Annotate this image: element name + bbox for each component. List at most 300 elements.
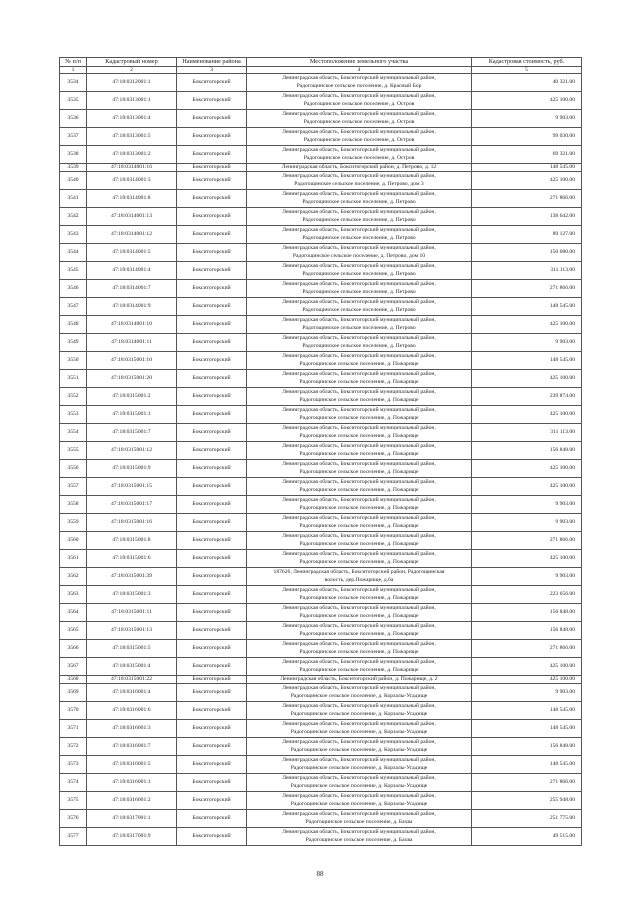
location-line: Ленинградская область, Бокситогорский муниципальный район, <box>282 684 436 691</box>
location-line: Радогощинское сельское поселение, д. Пожарище <box>299 450 419 457</box>
district-cell: Бокситогорский <box>177 756 247 774</box>
location-cell <box>247 640 472 658</box>
location-cell <box>247 532 472 550</box>
cadastral-number-cell: 47:18:0315001:22 <box>87 676 177 684</box>
table-row <box>60 478 582 496</box>
location-line: Радогощинское сельское поселение, д. Пожарище <box>299 432 419 439</box>
location-line: Ленинградская область, Бокситогорский муниципальный район, <box>282 316 436 323</box>
table-row <box>60 738 582 756</box>
location-line: Радогощинское сельское поселение, д. Пожарище <box>299 504 419 511</box>
column-number: 2 <box>87 67 177 74</box>
location-line: Ленинградская область, Бокситогорский муниципальный район, <box>282 388 436 395</box>
table-row <box>60 586 582 604</box>
cadastral-number-cell: 47:18:0315001:3 <box>87 586 177 604</box>
table-row <box>60 298 582 316</box>
location-line: Ленинградская область, Бокситогорский муниципальный район, <box>282 738 436 745</box>
cadastral-cost-cell: 148 545.00 <box>472 756 582 774</box>
district-cell: Бокситогорский <box>177 738 247 756</box>
location-cell <box>247 262 472 280</box>
row-number-cell: 3560 <box>60 532 87 550</box>
location-line: Радогощинское сельское поселение, д. Пожарище <box>299 594 419 601</box>
location-line: Ленинградская область, Бокситогорский муниципальный район, <box>282 298 436 305</box>
table-row <box>60 550 582 568</box>
cadastral-cost-cell: 156 848.00 <box>472 738 582 756</box>
district-cell: Бокситогорский <box>177 424 247 442</box>
cadastral-cost-cell: 255 948.00 <box>472 792 582 810</box>
cadastral-number-cell: 47:18:0314001:11 <box>87 334 177 352</box>
location-line: Радогощинское сельское поселение, д. Корзалы-Усадище <box>290 800 428 807</box>
column-number: 4 <box>247 67 472 74</box>
cadastral-cost-cell: 49 515.00 <box>472 828 582 846</box>
row-number-cell: 3568 <box>60 676 87 684</box>
cadastral-cost-cell: 156 848.00 <box>472 442 582 460</box>
location-line: Радогощинское сельское поселение, д. Петрово <box>302 342 416 349</box>
row-number-cell: 3563 <box>60 586 87 604</box>
cadastral-cost-cell: 425 100.00 <box>472 370 582 388</box>
row-number-cell: 3559 <box>60 514 87 532</box>
table-row <box>60 370 582 388</box>
cadastral-number-cell: 47:18:0315001:17 <box>87 496 177 514</box>
row-number-cell: 3534 <box>60 74 87 92</box>
district-cell: Бокситогорский <box>177 406 247 424</box>
location-line: Ленинградская область, Бокситогорский муниципальный район, <box>282 370 436 377</box>
table-row <box>60 622 582 640</box>
district-cell: Бокситогорский <box>177 74 247 92</box>
location-cell <box>247 298 472 316</box>
cadastral-number-cell: 47:18:0313001:4 <box>87 110 177 128</box>
location-line: Ленинградская область, Бокситогорский муниципальный район, <box>282 586 436 593</box>
district-cell: Бокситогорский <box>177 190 247 208</box>
location-line: Ленинградская область, Бокситогорский муниципальный район, <box>282 190 436 197</box>
district-cell: Бокситогорский <box>177 226 247 244</box>
row-number-cell: 3549 <box>60 334 87 352</box>
table-row <box>60 702 582 720</box>
location-cell <box>247 774 472 792</box>
district-cell: Бокситогорский <box>177 460 247 478</box>
cadastral-cost-cell: 425 100.00 <box>472 658 582 676</box>
location-line: Ленинградская область, Бокситогорский муниципальный район, <box>282 640 436 647</box>
cadastral-cost-cell: 148 545.00 <box>472 164 582 172</box>
row-number-cell: 3561 <box>60 550 87 568</box>
location-line: Радогощинское сельское поселение, д. Корзалы-Усадище <box>290 710 428 717</box>
cadastral-cost-cell: 9 903.00 <box>472 496 582 514</box>
cadastral-number-cell: 47:18:0315001:9 <box>87 460 177 478</box>
cadastral-number-cell: 47:18:0316001:4 <box>87 684 177 702</box>
cadastral-number-cell: 47:18:0314001:10 <box>87 316 177 334</box>
table-row <box>60 810 582 828</box>
cadastral-table <box>59 57 582 846</box>
table-row <box>60 280 582 298</box>
location-cell <box>247 622 472 640</box>
row-number-cell: 3553 <box>60 406 87 424</box>
table-row <box>60 424 582 442</box>
table-row <box>60 774 582 792</box>
location-cell <box>247 370 472 388</box>
location-line: Ленинградская область, Бокситогорский район, д. Петрово, д. 12 <box>281 164 437 170</box>
row-number-cell: 3565 <box>60 622 87 640</box>
cadastral-number-cell: 47:18:0314001:3 <box>87 172 177 190</box>
district-cell: Бокситогорский <box>177 146 247 164</box>
table-row <box>60 110 582 128</box>
district-cell: Бокситогорский <box>177 568 247 586</box>
district-cell: Бокситогорский <box>177 550 247 568</box>
location-line: волость, дер.Пожарище, д.6а <box>324 576 394 583</box>
location-cell <box>247 388 472 406</box>
location-line: Ленинградская область, Бокситогорский муниципальный район, <box>282 172 436 179</box>
location-line: Ленинградская область, Бокситогорский муниципальный район, <box>282 496 436 503</box>
table-row <box>60 128 582 146</box>
location-cell <box>247 92 472 110</box>
cadastral-number-cell: 47:18:0314001:9 <box>87 298 177 316</box>
table-row <box>60 208 582 226</box>
column-number: 3 <box>177 67 247 74</box>
row-number-cell: 3572 <box>60 738 87 756</box>
location-line: Радогощинское сельское поселение, д. Бахва <box>305 818 413 825</box>
location-line: Радогощинское сельское поселение, д. Петрово <box>302 324 416 331</box>
column-number: 1 <box>60 67 87 74</box>
cadastral-cost-cell: 156 848.00 <box>472 622 582 640</box>
location-line: 187626, Ленинградская область, Бокситогорский район, Радогощинская <box>273 568 445 575</box>
header-row <box>60 58 582 67</box>
row-number-cell: 3538 <box>60 146 87 164</box>
location-line: Радогощинское сельское поселение, д. Корзалы-Усадище <box>290 692 428 699</box>
location-line: Ленинградская область, Бокситогорский муниципальный район, <box>282 110 436 117</box>
column-number-row <box>60 67 582 74</box>
row-number-cell: 3537 <box>60 128 87 146</box>
row-number-cell: 3577 <box>60 828 87 846</box>
row-number-cell: 3535 <box>60 92 87 110</box>
row-number-cell: 3546 <box>60 280 87 298</box>
location-line: Радогощинское сельское поселение, д. Пожарище <box>299 378 419 385</box>
table-row <box>60 334 582 352</box>
cadastral-number-cell: 47:18:0315001:6 <box>87 550 177 568</box>
row-number-cell: 3552 <box>60 388 87 406</box>
table-row <box>60 190 582 208</box>
location-line: Радогощинское сельское поселение, д. Петрово, дом 10 <box>292 252 426 259</box>
table-row <box>60 676 582 684</box>
district-cell: Бокситогорский <box>177 208 247 226</box>
location-line: Ленинградская область, Бокситогорский муниципальный район, <box>282 334 436 341</box>
cadastral-number-cell: 47:18:0316001:6 <box>87 702 177 720</box>
location-cell <box>247 280 472 298</box>
location-line: Радогощинское сельское поселение, д. Пожарище <box>299 558 419 565</box>
table-row <box>60 514 582 532</box>
cadastral-cost-cell: 9 903.00 <box>472 110 582 128</box>
location-cell <box>247 676 472 684</box>
location-cell <box>247 586 472 604</box>
location-cell <box>247 172 472 190</box>
location-line: Ленинградская область, Бокситогорский муниципальный район, <box>282 622 436 629</box>
location-cell <box>247 792 472 810</box>
location-line: Ленинградская область, Бокситогорский муниципальный район, <box>282 810 436 817</box>
cadastral-number-cell: 47:18:0315001:5 <box>87 640 177 658</box>
location-line: Ленинградская область, Бокситогорский муниципальный район, <box>282 406 436 413</box>
location-line: Радогощинское сельское поселение, д. Петрово <box>302 306 416 313</box>
district-cell: Бокситогорский <box>177 640 247 658</box>
location-line: Радогощинское сельское поселение, д. Бахва <box>305 836 413 843</box>
cadastral-cost-cell: 223 656.00 <box>472 586 582 604</box>
cadastral-number-cell: 47:18:0315001:20 <box>87 370 177 388</box>
cadastral-cost-cell: 425 100.00 <box>472 92 582 110</box>
cadastral-number-cell: 47:18:0315001:13 <box>87 622 177 640</box>
location-line: Ленинградская область, Бокситогорский муниципальный район, <box>282 828 436 835</box>
table-row <box>60 388 582 406</box>
row-number-cell: 3554 <box>60 424 87 442</box>
cadastral-number-cell: 47:18:0313001:5 <box>87 128 177 146</box>
district-cell: Бокситогорский <box>177 792 247 810</box>
header-cost: Кадастровая стоимость, руб. <box>472 58 582 67</box>
cadastral-number-cell: 47:18:0313001:1 <box>87 92 177 110</box>
table-row <box>60 164 582 172</box>
table-row <box>60 460 582 478</box>
row-number-cell: 3536 <box>60 110 87 128</box>
location-line: Ленинградская область, Бокситогорский муниципальный район, <box>282 92 436 99</box>
cadastral-number-cell: 47:18:0316001:5 <box>87 756 177 774</box>
district-cell: Бокситогорский <box>177 532 247 550</box>
cadastral-cost-cell: 311 113.00 <box>472 262 582 280</box>
cadastral-number-cell: 47:18:0315001:1 <box>87 406 177 424</box>
table-row <box>60 792 582 810</box>
row-number-cell: 3570 <box>60 702 87 720</box>
cadastral-number-cell: 47:18:0316001:2 <box>87 792 177 810</box>
row-number-cell: 3562 <box>60 568 87 586</box>
page-number: 88 <box>316 870 324 878</box>
cadastral-number-cell: 47:18:0316001:3 <box>87 720 177 738</box>
table-row <box>60 244 582 262</box>
table-row <box>60 828 582 846</box>
table-header <box>60 58 582 74</box>
cadastral-number-cell: 47:18:0314001:13 <box>87 208 177 226</box>
district-cell: Бокситогорский <box>177 828 247 846</box>
table-row <box>60 604 582 622</box>
table-row <box>60 352 582 370</box>
location-line: Ленинградская область, Бокситогорский муниципальный район, <box>282 146 436 153</box>
location-line: Ленинградская область, Бокситогорский муниципальный район, <box>282 792 436 799</box>
table-row <box>60 74 582 92</box>
location-cell <box>247 406 472 424</box>
cadastral-cost-cell: 425 100.00 <box>472 460 582 478</box>
row-number-cell: 3545 <box>60 262 87 280</box>
location-cell <box>247 810 472 828</box>
cadastral-cost-cell: 150 680.00 <box>472 244 582 262</box>
cadastral-number-cell: 47:18:0315001:39 <box>87 568 177 586</box>
location-line: Радогощинское сельское поселение, д. Пожарище <box>299 666 419 673</box>
location-line: Ленинградская область, Бокситогорский муниципальный район, <box>282 208 436 215</box>
location-cell <box>247 568 472 586</box>
location-cell <box>247 442 472 460</box>
district-cell: Бокситогорский <box>177 622 247 640</box>
cadastral-number-cell: 47:18:0315001:10 <box>87 352 177 370</box>
location-line: Ленинградская область, Бокситогорский муниципальный район, <box>282 604 436 611</box>
location-cell <box>247 828 472 846</box>
location-line: Радогощинское сельское поселение, д. Пожарище <box>299 648 419 655</box>
location-cell <box>247 244 472 262</box>
table-body <box>60 74 582 846</box>
row-number-cell: 3540 <box>60 172 87 190</box>
cadastral-cost-cell: 9 903.00 <box>472 684 582 702</box>
cadastral-number-cell: 47:18:0315001:16 <box>87 514 177 532</box>
cadastral-cost-cell: 271 866.00 <box>472 532 582 550</box>
cadastral-number-cell: 47:18:0315001:11 <box>87 604 177 622</box>
location-line: Радогощинское сельское поселение, д. Петрово <box>302 216 416 223</box>
cadastral-cost-cell: 148 545.00 <box>472 720 582 738</box>
row-number-cell: 3576 <box>60 810 87 828</box>
location-cell <box>247 164 472 172</box>
cadastral-cost-cell: 148 545.00 <box>472 352 582 370</box>
district-cell: Бокситогорский <box>177 370 247 388</box>
table-row <box>60 172 582 190</box>
district-cell: Бокситогорский <box>177 316 247 334</box>
district-cell: Бокситогорский <box>177 658 247 676</box>
district-cell: Бокситогорский <box>177 280 247 298</box>
cadastral-cost-cell: 148 545.00 <box>472 702 582 720</box>
row-number-cell: 3539 <box>60 164 87 172</box>
location-line: Радогощинское сельское поселение, д. Красный Бор <box>296 82 422 89</box>
row-number-cell: 3558 <box>60 496 87 514</box>
cadastral-cost-cell: 148 545.00 <box>472 298 582 316</box>
district-cell: Бокситогорский <box>177 604 247 622</box>
location-cell <box>247 128 472 146</box>
cadastral-number-cell: 47:18:0314001:12 <box>87 226 177 244</box>
location-cell <box>247 514 472 532</box>
table-row <box>60 532 582 550</box>
cadastral-cost-cell: 239 874.00 <box>472 388 582 406</box>
cadastral-cost-cell: 425 100.00 <box>472 478 582 496</box>
location-line: Ленинградская область, Бокситогорский муниципальный район, <box>282 442 436 449</box>
row-number-cell: 3574 <box>60 774 87 792</box>
row-number-cell: 3567 <box>60 658 87 676</box>
table-row <box>60 442 582 460</box>
location-cell <box>247 720 472 738</box>
table-row <box>60 146 582 164</box>
location-line: Ленинградская область, Бокситогорский муниципальный район, <box>282 532 436 539</box>
location-line: Радогощинское сельское поселение, д. Корзалы-Усадище <box>290 728 428 735</box>
district-cell: Бокситогорский <box>177 478 247 496</box>
location-line: Ленинградская область, Бокситогорский муниципальный район, <box>282 352 436 359</box>
location-cell <box>247 738 472 756</box>
location-line: Ленинградская область, Бокситогорский муниципальный район, <box>282 702 436 709</box>
row-number-cell: 3557 <box>60 478 87 496</box>
location-cell <box>247 316 472 334</box>
table-row <box>60 684 582 702</box>
location-cell <box>247 110 472 128</box>
cadastral-number-cell: 47:18:0315001:15 <box>87 478 177 496</box>
location-line: Ленинградская область, Бокситогорский район, д. Пожарище, д. 2 <box>280 676 438 682</box>
district-cell: Бокситогорский <box>177 586 247 604</box>
district-cell: Бокситогорский <box>177 514 247 532</box>
location-line: Радогощинское сельское поселение, д. Корзалы-Усадище <box>290 746 428 753</box>
cadastral-number-cell: 47:18:0312001:1 <box>87 74 177 92</box>
cadastral-number-cell: 47:18:0316001:1 <box>87 774 177 792</box>
location-cell <box>247 496 472 514</box>
location-line: Радогощинское сельское поселение, д. Петрово <box>302 270 416 277</box>
location-line: Радогощинское сельское поселение, д. Остров <box>303 100 415 107</box>
location-line: Ленинградская область, Бокситогорский муниципальный район, <box>282 774 436 781</box>
location-line: Ленинградская область, Бокситогорский муниципальный район, <box>282 280 436 287</box>
location-line: Ленинградская область, Бокситогорский муниципальный район, <box>282 244 436 251</box>
cadastral-number-cell: 47:18:0317001:1 <box>87 810 177 828</box>
district-cell: Бокситогорский <box>177 702 247 720</box>
location-line: Радогощинское сельское поселение, д. Остров <box>303 136 415 143</box>
location-line: Радогощинское сельское поселение, д. Пожарище <box>299 630 419 637</box>
location-cell <box>247 460 472 478</box>
location-line: Радогощинское сельское поселение, д. Петрово <box>302 234 416 241</box>
cadastral-cost-cell: 251 775.00 <box>472 810 582 828</box>
location-line: Радогощинское сельское поселение, д. Петрово <box>302 198 416 205</box>
header-district: Наименование района <box>177 58 247 67</box>
district-cell: Бокситогорский <box>177 388 247 406</box>
row-number-cell: 3542 <box>60 208 87 226</box>
header-num: № п/п <box>60 58 87 67</box>
cadastral-cost-cell: 311 113.00 <box>472 424 582 442</box>
location-line: Ленинградская область, Бокситогорский муниципальный район, <box>282 74 436 81</box>
table-row <box>60 568 582 586</box>
district-cell: Бокситогорский <box>177 164 247 172</box>
row-number-cell: 3543 <box>60 226 87 244</box>
cadastral-cost-cell: 425 100.00 <box>472 316 582 334</box>
location-line: Радогощинское сельское поселение, д. Петрово <box>302 288 416 295</box>
row-number-cell: 3541 <box>60 190 87 208</box>
row-number-cell: 3547 <box>60 298 87 316</box>
cadastral-number-cell: 47:18:0314001:4 <box>87 262 177 280</box>
location-line: Радогощинское сельское поселение, д. Пожарище <box>299 522 419 529</box>
location-cell <box>247 604 472 622</box>
table-row <box>60 262 582 280</box>
header-location: Местоположение земельного участка <box>247 58 472 67</box>
cadastral-cost-cell: 271 866.00 <box>472 280 582 298</box>
row-number-cell: 3573 <box>60 756 87 774</box>
cadastral-cost-cell: 425 100.00 <box>472 406 582 424</box>
district-cell: Бокситогорский <box>177 244 247 262</box>
location-line: Ленинградская область, Бокситогорский муниципальный район, <box>282 720 436 727</box>
table-row <box>60 640 582 658</box>
cadastral-cost-cell: 9 903.00 <box>472 514 582 532</box>
location-line: Радогощинское сельское поселение, д. Остров <box>303 154 415 161</box>
location-line: Ленинградская область, Бокситогорский муниципальный район, <box>282 128 436 135</box>
location-cell <box>247 684 472 702</box>
district-cell: Бокситогорский <box>177 298 247 316</box>
location-line: Радогощинское сельское поселение, д. Пожарище <box>299 396 419 403</box>
location-line: Ленинградская область, Бокситогорский муниципальный район, <box>282 424 436 431</box>
row-number-cell: 3556 <box>60 460 87 478</box>
location-cell <box>247 478 472 496</box>
location-line: Ленинградская область, Бокситогорский муниципальный район, <box>282 478 436 485</box>
location-line: Ленинградская область, Бокситогорский муниципальный район, <box>282 756 436 763</box>
location-cell <box>247 226 472 244</box>
cadastral-cost-cell: 425 100.00 <box>472 676 582 684</box>
row-number-cell: 3548 <box>60 316 87 334</box>
row-number-cell: 3564 <box>60 604 87 622</box>
row-number-cell: 3544 <box>60 244 87 262</box>
location-line: Радогощинское сельское поселение, д. Петрово, дом 3 <box>294 180 424 187</box>
cadastral-cost-cell: 138 642.00 <box>472 208 582 226</box>
cadastral-number-cell: 47:18:0314001:7 <box>87 280 177 298</box>
district-cell: Бокситогорский <box>177 774 247 792</box>
cadastral-cost-cell: 40 321.00 <box>472 74 582 92</box>
table-row <box>60 316 582 334</box>
district-cell: Бокситогорский <box>177 334 247 352</box>
cadastral-number-cell: 47:18:0315001:12 <box>87 442 177 460</box>
location-cell <box>247 74 472 92</box>
cadastral-number-cell: 47:18:0315001:7 <box>87 424 177 442</box>
row-number-cell: 3550 <box>60 352 87 370</box>
location-cell <box>247 550 472 568</box>
district-cell: Бокситогорский <box>177 262 247 280</box>
cadastral-number-cell: 47:18:0315001:8 <box>87 532 177 550</box>
row-number-cell: 3555 <box>60 442 87 460</box>
cadastral-number-cell: 47:18:0314001:8 <box>87 190 177 208</box>
table-row <box>60 226 582 244</box>
